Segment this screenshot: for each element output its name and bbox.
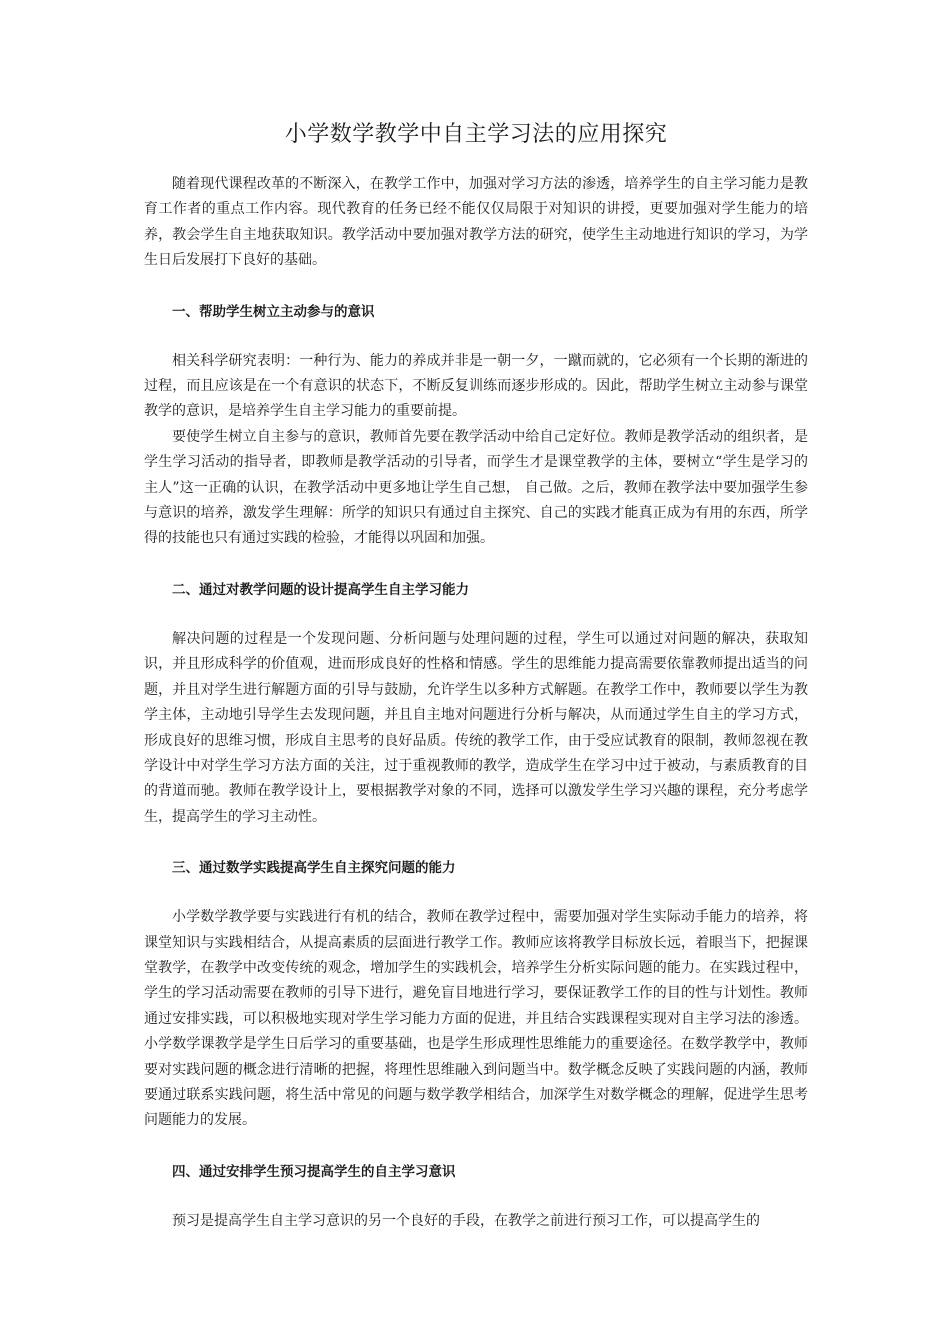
section-2 — [144, 578, 808, 830]
section-heading: 四、通过安排学生预习提高学生的自主学习意识 — [172, 1163, 456, 1180]
document-page — [144, 118, 808, 1234]
section-paragraph: 相关科学研究表明：一种行为、能力的养成并非是一朝一夕，一蹴而就的，它必须有一个长期的渐进的过程，而且应该是在一个有意识的状态下，不断反复训练而逐步形成的。因此，帮助学生树立主动参与课堂教学的意识，是培养学生自主学习能力的重要前提。 — [144, 352, 808, 420]
section-4 — [144, 1160, 808, 1234]
section-1 — [144, 300, 808, 552]
section-paragraph: 小学数学教学要与实践进行有机的结合，教师在教学过程中，需要加强对学生实际动手能力的培养，将课堂知识与实践相结合，从提高素质的层面进行教学工作。教师应该将教学目标放长远，着眼当下，把握课堂教学，在教学中改变传统的观念，增加学生的实践机会，培养学生分析实际问题的能力。在实践过程中，学生的学习活动需要在教师的引导下进行，避免盲目地进行学习，要保证教学工作的目的性与计划性。教师通过安排实践，可以积极地实现对学生学习能力方面的促进，并且结合实践课程实现对自主学习法的渗透。小学数学课教学是学生日后学习的重要基础，也是学生形成理性思维能力的重要途径。在数学教学中，教师要对实践问题的概念进行清晰的把握，将理性思维融入到问题当中。数学概念反映了实践问题的内涵，教师要通过联系实践问题，将生活中常见的问题与数学教学相结合，加深学生对数学概念的理解，促进学生思考问题能力的发展。 — [144, 909, 808, 1129]
section-heading: 三、通过数学实践提高学生自主探究问题的能力 — [172, 860, 456, 877]
section-paragraph: 解决问题的过程是一个发现问题、分析问题与处理问题的过程，学生可以通过对问题的解决，获取知识，并且形成科学的价值观，进而形成良好的性格和情感。学生的思维能力提高需要依靠教师提出适当的问题，并且对学生进行解题方面的引导与鼓励，允许学生以多种方式解题。在教学工作中，教师要以学生为教学主体，主动地引导学生去发现问题，并且自主地对问题进行分析与解决，从而通过学生自主的学习方式，形成良好的思维习惯，形成自主思考的良好品质。传统的教学工作，由于受应试教育的限制，教师忽视在教学设计中对学生学习方法方面的关注，过于重视教师的教学，造成学生在学习中过于被动，与素质教育的目的背道而驰。教师在教学设计上，要根据教学对象的不同，选择可以激发学生学习兴趣的课程，充分考虑学生，提高学生的学习主动性。 — [144, 630, 808, 825]
section-3 — [144, 856, 808, 1134]
section-heading: 一、帮助学生树立主动参与的意识 — [172, 303, 375, 320]
section-paragraph: 要使学生树立自主参与的意识，教师首先要在教学活动中给自己定好位。教师是教学活动的组织者，是学生学习活动的指导者，即教师是教学活动的引导者，而学生才是课堂教学的主体，要树立“学生是学习的主人”这一正确的认识，在教学活动中更多地让学生自己想， 自己做。之后，教师在教学法中要加强学生参与意识的培养，激发学生理解：所学的知识只有通过自主探究、自己的实践才能真正成为有用的东西，所学得的技能也只有通过实践的检验，才能得以巩固和加强。 — [144, 428, 808, 547]
intro-paragraph: 随着现代课程改革的不断深入，在教学工作中，加强对学习方法的渗透，培养学生的自主学习能力是教育工作者的重点工作内容。现代教育的任务已经不能仅仅局限于对知识的讲授，更要加强对学生能力的培养，教会学生自主地获取知识。教学活动中要加强对教学方法的研究，使学生主动地进行知识的学习，为学生日后发展打下良好的基础。 — [144, 176, 808, 269]
document-title: 小学数学教学中自主学习法的应用探究 — [284, 122, 668, 147]
section-paragraph: 预习是提高学生自主学习意识的另一个良好的手段，在教学之前进行预习工作，可以提高学生的 — [172, 1212, 760, 1229]
section-heading: 二、通过对教学问题的设计提高学生自主学习能力 — [172, 581, 469, 598]
